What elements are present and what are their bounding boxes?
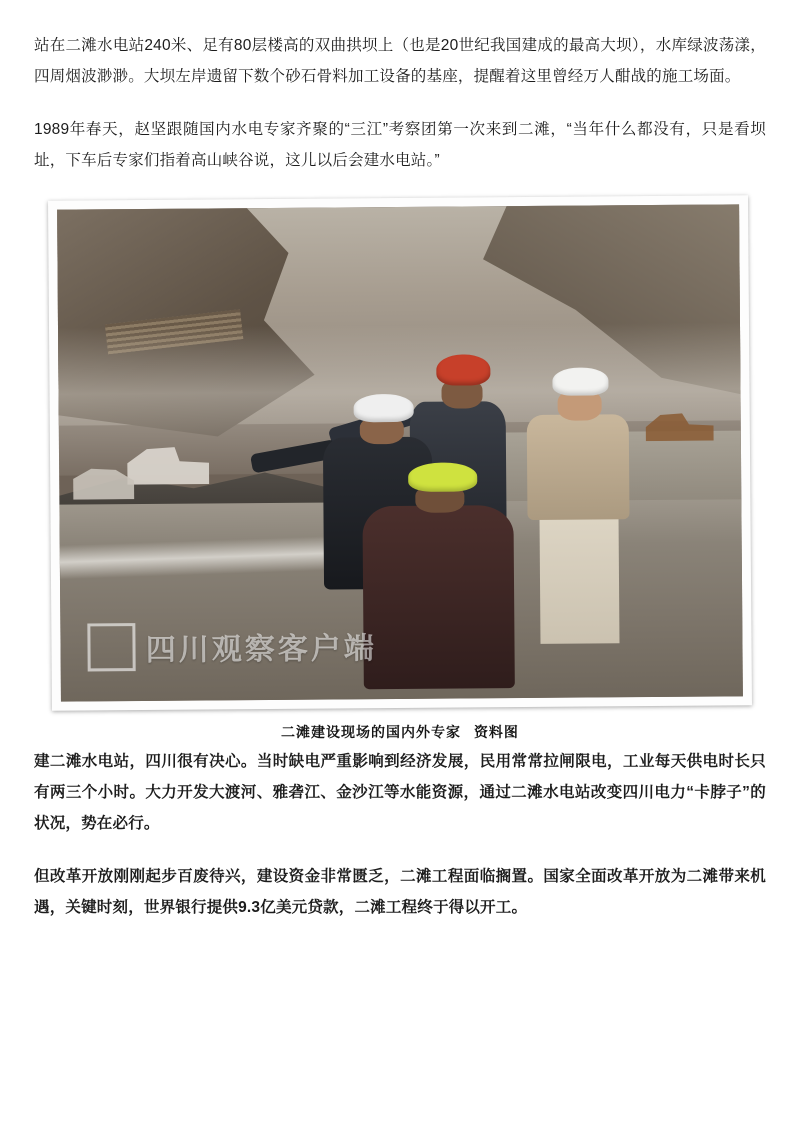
photo-frame (48, 195, 752, 710)
figure-block (34, 198, 766, 742)
watermark-logo-icon (88, 623, 136, 671)
expert-jacket (527, 414, 630, 519)
caption-text: 二滩建设现场的国内外专家 (281, 724, 462, 740)
expert-white-helmet-icon (552, 368, 608, 396)
green-helmet-icon (408, 462, 477, 492)
foreign-expert (522, 367, 640, 643)
figure-caption (281, 722, 519, 742)
paragraph-1: 站在二滩水电站240米、足有80层楼高的双曲拱坝上（也是20世纪我国建成的最高大坝），水库绿波荡漾，四周烟波渺渺。大坝左岸遗留下数个砂石骨料加工设备的基座，提醒着这里曾经万人酣战的施工场面。 (34, 37, 766, 85)
watermark-text: 四川观察客户端 (145, 631, 377, 668)
paragraph-3: 建二滩水电站，四川很有决心。当时缺电严重影响到经济发展，民用常常拉闸限电，工业每天供电时长只有两三个小时。大力开发大渡河、雅砻江、金沙江等水能资源，通过二滩水电站改变四川电力“卡脖子”的状况，势在必行。 (34, 753, 766, 832)
white-helmet-icon (354, 394, 414, 423)
paragraph-4: 但改革开放刚刚起步百废待兴，建设资金非常匮乏，二滩工程面临搁置。国家全面改革开放为二滩带来机遇，关键时刻，世界银行提供9.3亿美元贷款，二滩工程终于得以开工。 (34, 868, 766, 916)
expert-pants (539, 514, 619, 644)
paragraph-2: 1989年春天，赵坚跟随国内水电专家齐聚的“三江”考察团第一次来到二滩，“当年什么都没有，只是看坝址，下车后专家们指着高山峡谷说，这儿以后会建水电站。” (34, 121, 766, 169)
photo-watermark (88, 615, 443, 677)
photo-image (57, 204, 743, 701)
caption-source: 资料图 (473, 724, 519, 740)
red-helmet-icon (436, 354, 490, 386)
